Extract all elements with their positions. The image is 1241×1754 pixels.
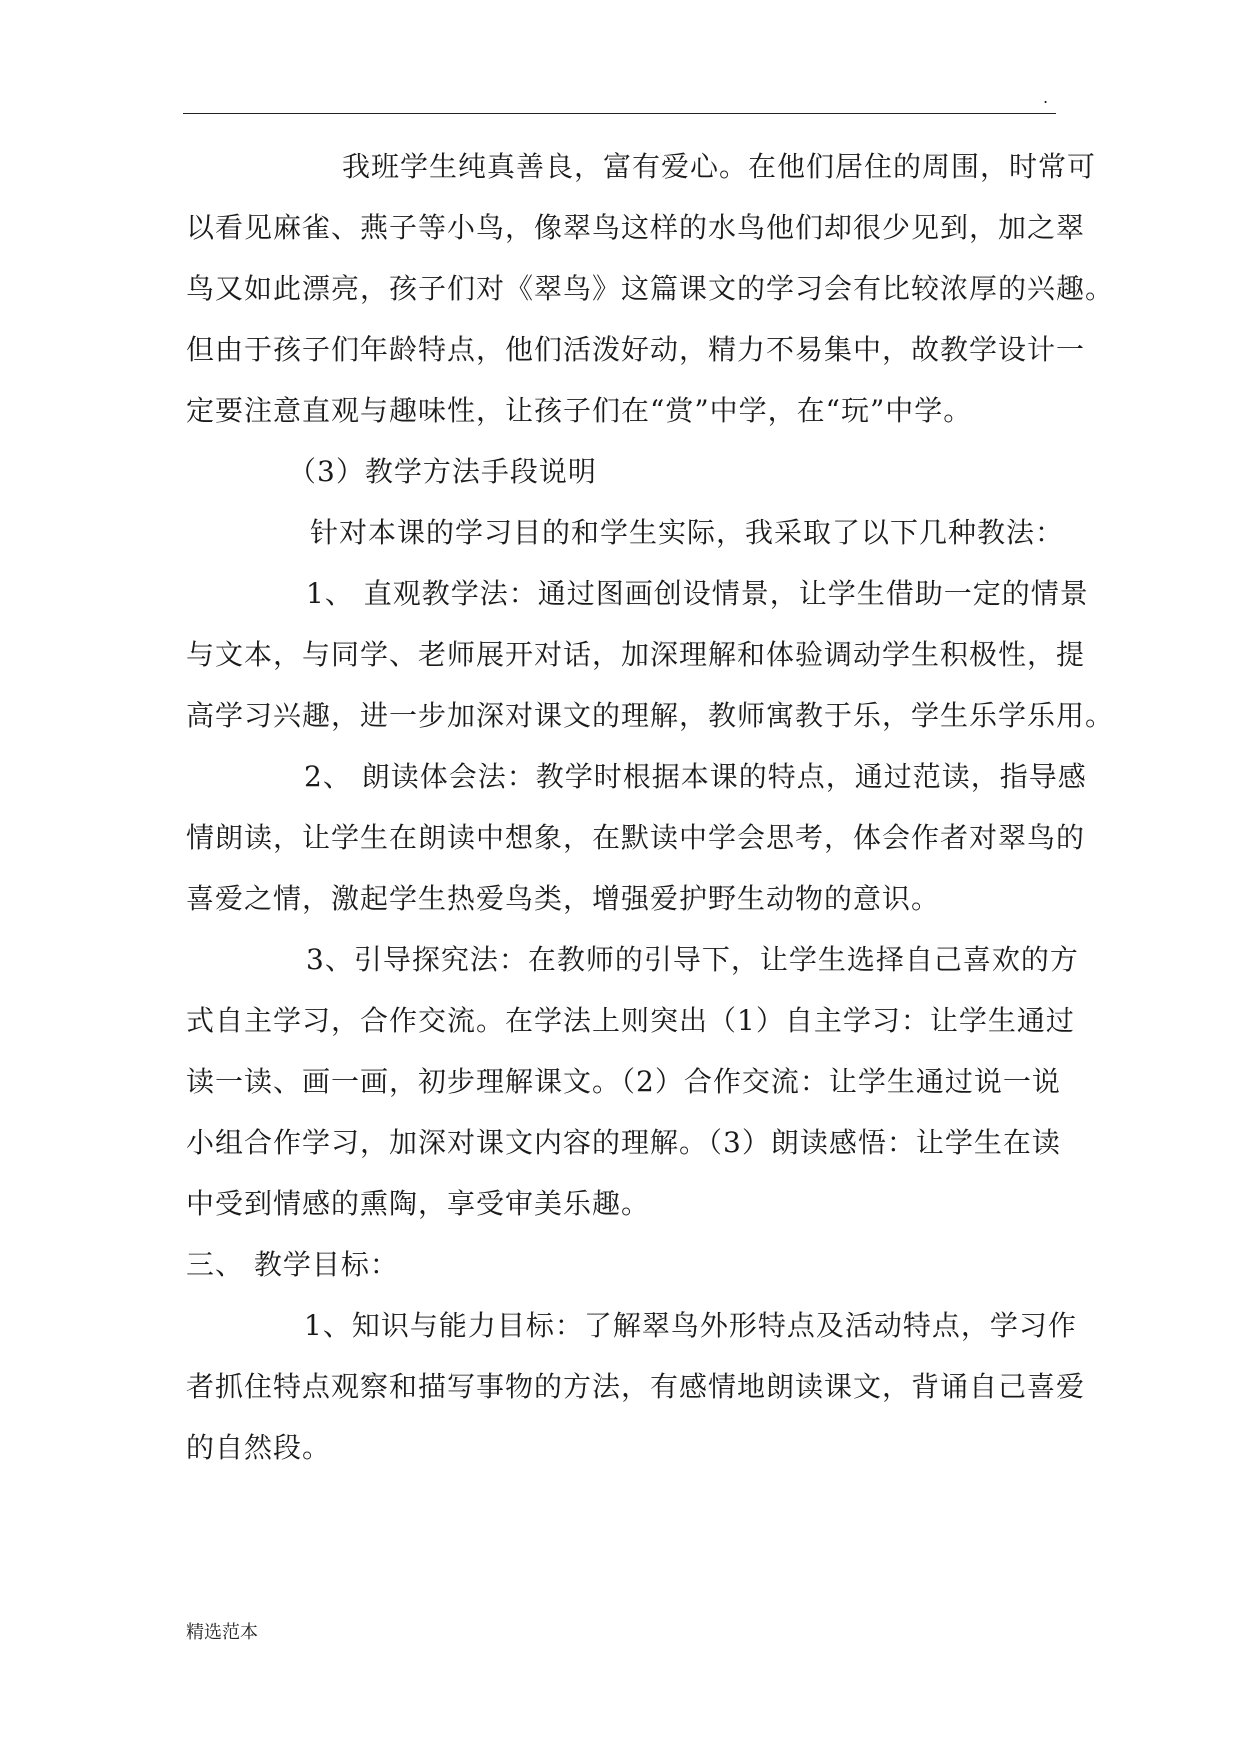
- paragraph-line: 1、知识与能力目标：了解翠鸟外形特点及活动特点，学习作: [304, 1309, 1077, 1342]
- paragraph-line: 的自然段。: [186, 1431, 332, 1464]
- header-rule: [183, 113, 1056, 114]
- section-heading: 三、 教学目标：: [186, 1248, 399, 1281]
- header-mark: .: [1043, 88, 1049, 107]
- paragraph-line: 我班学生纯真善良，富有爱心。在他们居住的周围，时常可: [342, 150, 1097, 183]
- paragraph-line: 3、引导探究法：在教师的引导下，让学生选择自己喜欢的方: [306, 943, 1079, 976]
- paragraph-line: 式自主学习，合作交流。在学法上则突出（1）自主学习：让学生通过: [186, 1004, 1075, 1037]
- paragraph-line: 中受到情感的熏陶，享受审美乐趣。: [186, 1187, 651, 1220]
- paragraph-line: 以看见麻雀、燕子等小鸟，像翠鸟这样的水鸟他们却很少见到，加之翠: [186, 211, 1086, 244]
- section-heading: （3）教学方法手段说明: [288, 455, 597, 488]
- paragraph-line: 读一读、画一画，初步理解课文。（2）合作交流：让学生通过说一说: [186, 1065, 1061, 1098]
- footer-label: 精选范本: [186, 1622, 258, 1643]
- paragraph-line: 者抓住特点观察和描写事物的方法，有感情地朗读课文，背诵自己喜爱: [186, 1370, 1086, 1403]
- paragraph-line: 2、 朗读体会法：教学时根据本课的特点，通过范读，指导感: [304, 760, 1087, 793]
- paragraph-line: 喜爱之情，激起学生热爱鸟类，增强爱护野生动物的意识。: [186, 882, 941, 915]
- paragraph-line: 定要注意直观与趣味性，让孩子们在“赏”中学，在“玩”中学。: [186, 394, 973, 427]
- paragraph-line: 针对本课的学习目的和学生实际，我采取了以下几种教法：: [310, 516, 1065, 549]
- paragraph-line: 高学习兴趣，进一步加深对课文的理解，教师寓教于乐，学生乐学乐用。: [186, 699, 1115, 732]
- paragraph-line: 鸟又如此漂亮，孩子们对《翠鸟》这篇课文的学习会有比较浓厚的兴趣。: [186, 272, 1115, 305]
- paragraph-line: 但由于孩子们年龄特点，他们活泼好动，精力不易集中，故教学设计一: [186, 333, 1086, 366]
- paragraph-line: 小组合作学习，加深对课文内容的理解。（3）朗读感悟：让学生在读: [186, 1126, 1061, 1159]
- paragraph-line: 1、 直观教学法：通过图画创设情景，让学生借助一定的情景: [306, 577, 1089, 610]
- paragraph-line: 情朗读，让学生在朗读中想象，在默读中学会思考，体会作者对翠鸟的: [186, 821, 1086, 854]
- paragraph-line: 与文本，与同学、老师展开对话，加深理解和体验调动学生积极性，提: [186, 638, 1086, 671]
